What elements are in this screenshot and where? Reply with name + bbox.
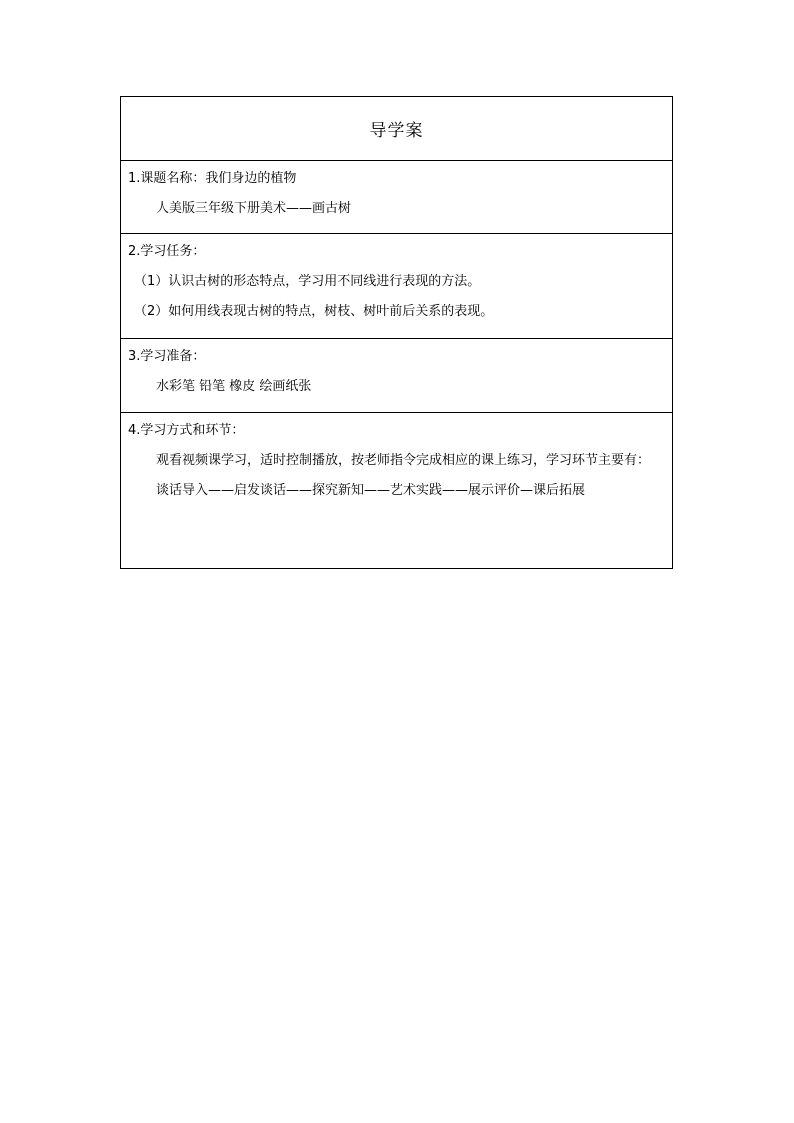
materials-list: 水彩笔 铅笔 橡皮 绘画纸张 bbox=[156, 379, 312, 394]
section-heading: 4.学习方式和环节： bbox=[128, 423, 245, 438]
section-heading: 2.学习任务： bbox=[128, 244, 206, 259]
section-preparation bbox=[121, 338, 672, 412]
document-title: 导学案 bbox=[369, 121, 424, 141]
section-lesson-name bbox=[121, 160, 672, 233]
section-method bbox=[121, 412, 672, 568]
task-item: （1）认识古树的形态特点，学习用不同线进行表现的方法。 bbox=[134, 274, 481, 289]
lesson-steps: 谈话导入——启发谈话——探究新知——艺术实践——展示评价—课后拓展 bbox=[156, 483, 586, 498]
task-item: （2）如何用线表现古树的特点，树枝、树叶前后关系的表现。 bbox=[134, 304, 494, 319]
section-learning-tasks bbox=[121, 233, 672, 338]
section-line: 人美版三年级下册美术——画古树 bbox=[156, 201, 352, 216]
section-heading: 3.学习准备： bbox=[128, 349, 206, 364]
title-row bbox=[121, 97, 672, 160]
method-description: 观看视频课学习，适时控制播放，按老师指令完成相应的课上练习，学习环节主要有： bbox=[156, 453, 651, 468]
study-guide-table bbox=[120, 96, 673, 569]
section-heading: 1.课题名称：我们身边的植物 bbox=[128, 171, 297, 186]
